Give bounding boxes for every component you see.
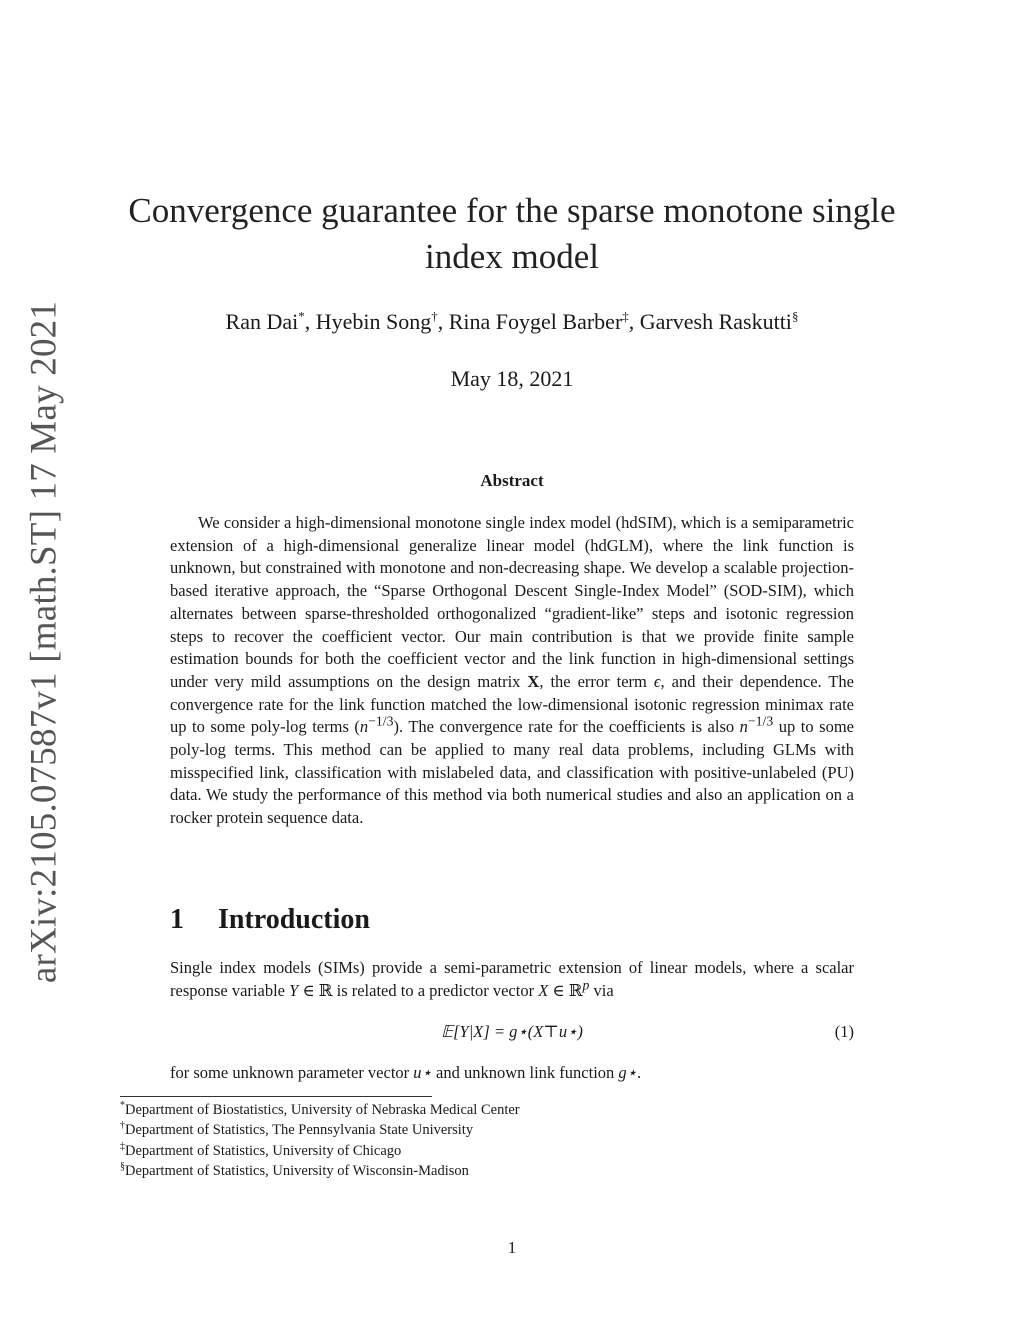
footnote-item [120,1141,880,1161]
response-variable-symbol: Y [289,980,299,1000]
footnote-text: Department of Statistics, University of Wisconsin-Madison [125,1162,469,1179]
abstract-text: , the error term [539,671,654,691]
section-heading-introduction [170,904,370,936]
footnote-item [120,1161,880,1181]
design-matrix-symbol: X [527,671,540,691]
author-name: Rina Foygel Barber [448,309,623,334]
intro-paragraph [170,957,854,1002]
arxiv-identifier-stamp: arXiv:2105.07587v1 [math.ST] 17 May 2021 [23,300,65,984]
equation-number: (1) [834,1022,854,1041]
section-title: Introduction [218,904,370,935]
rate-base: n [359,717,369,737]
author-footnote-mark: † [431,308,438,324]
paper-date: May 18, 2021 [450,366,574,391]
dimension-exponent: p [582,977,590,993]
intro-paragraph-continued [170,1062,854,1085]
intro-text: Single index models (SIMs) provide a semi-parametric extension of linear models, where a scalar response variable [170,958,854,1000]
footnote-mark: * [120,1100,125,1112]
page-number: 1 [507,1238,517,1257]
author-footnote-mark: § [791,308,799,324]
footnote-mark: ‡ [120,1140,125,1152]
author-name: Ran Dai [225,309,299,334]
footnote-mark: § [120,1161,125,1173]
display-equation [170,1019,854,1045]
author-footnote-mark: ‡ [622,308,629,324]
intro-text: . [637,1063,642,1082]
paper-title [100,188,924,280]
equation-body: 𝔼[Y|X] = g⋆(X⊤u⋆) [441,1022,583,1041]
footnote-item [120,1100,880,1120]
author-list: Ran Dai*, Hyebin Song†, Rina Foygel Barber‡, Garvesh Raskutti§ [225,308,799,334]
abstract-text: ). The convergence rate for the coefficients is also [393,717,740,737]
predictor-vector-symbol: X [538,980,549,1000]
rate-exponent: −1/3 [747,713,774,729]
author-name: Garvesh Raskutti [639,309,792,334]
intro-text: ∈ ℝ [548,980,583,1000]
link-function-symbol: g⋆ [618,1063,638,1082]
epsilon-symbol: ϵ [653,671,661,691]
author-name: Hyebin Song [315,309,432,334]
parameter-vector-symbol: u⋆ [413,1063,432,1082]
rate-exponent: −1/3 [368,713,394,729]
intro-text: for some unknown parameter vector [170,1063,414,1082]
abstract-body [170,512,854,830]
abstract-text: We consider a high-dimensional monotone single index model (hdSIM), which is a semiparametric extension of a high-dimensional generalize linear model (hdGLM), where the link function is unknown, but constrained with monotone and non-decreasing shape. We develop a scalable projection-based iterative approach, the “Sparse Orthogonal Descent Single-Index Model” (SOD-SIM), which alternates between sparse-thresholded orthogonalized “gradient-like” steps and isotonic regression steps to recover the coefficient vector. Our main contribution is that we provide finite sample estimation bounds for both the coefficient vector and the link function in high-dimensional settings under very mild assumptions on the design matrix [170,513,854,691]
abstract-text: , and their dependence. The convergence rate for the link function matched the low-dimensional isotonic regression minimax rate up to some poly-log terms ( [170,671,854,737]
intro-text: and unknown link function [431,1063,619,1082]
title-line-1: Convergence guarantee for the sparse monotone single [128,191,896,230]
abstract-text: up to some poly-log terms. This method can be applied to many real data problems, including GLMs with misspecified link, classification with mislabeled data, and classification with positive-unlabeled (PU) data. We study the performance of this method via both numerical studies and also an application on a rocker protein sequence data. [170,717,854,828]
footnote-text: Department of Biostatistics, University of Nebraska Medical Center [125,1102,520,1118]
intro-text: ∈ ℝ is related to a predictor vector [298,980,539,1000]
section-number: 1 [170,904,184,935]
author-footnote-mark: * [298,308,305,324]
footnote-item [120,1120,880,1140]
footnote-mark: † [120,1120,125,1132]
footnote-text: Department of Statistics, University of Chicago [125,1142,402,1159]
rate-base: n [739,717,748,737]
title-line-2: index model [425,237,599,276]
intro-text: via [589,980,614,1000]
footnotes [120,1100,880,1181]
footnote-divider [120,1096,432,1097]
abstract-heading: Abstract [480,471,544,490]
footnote-text: Department of Statistics, The Pennsylvania State University [125,1122,474,1139]
